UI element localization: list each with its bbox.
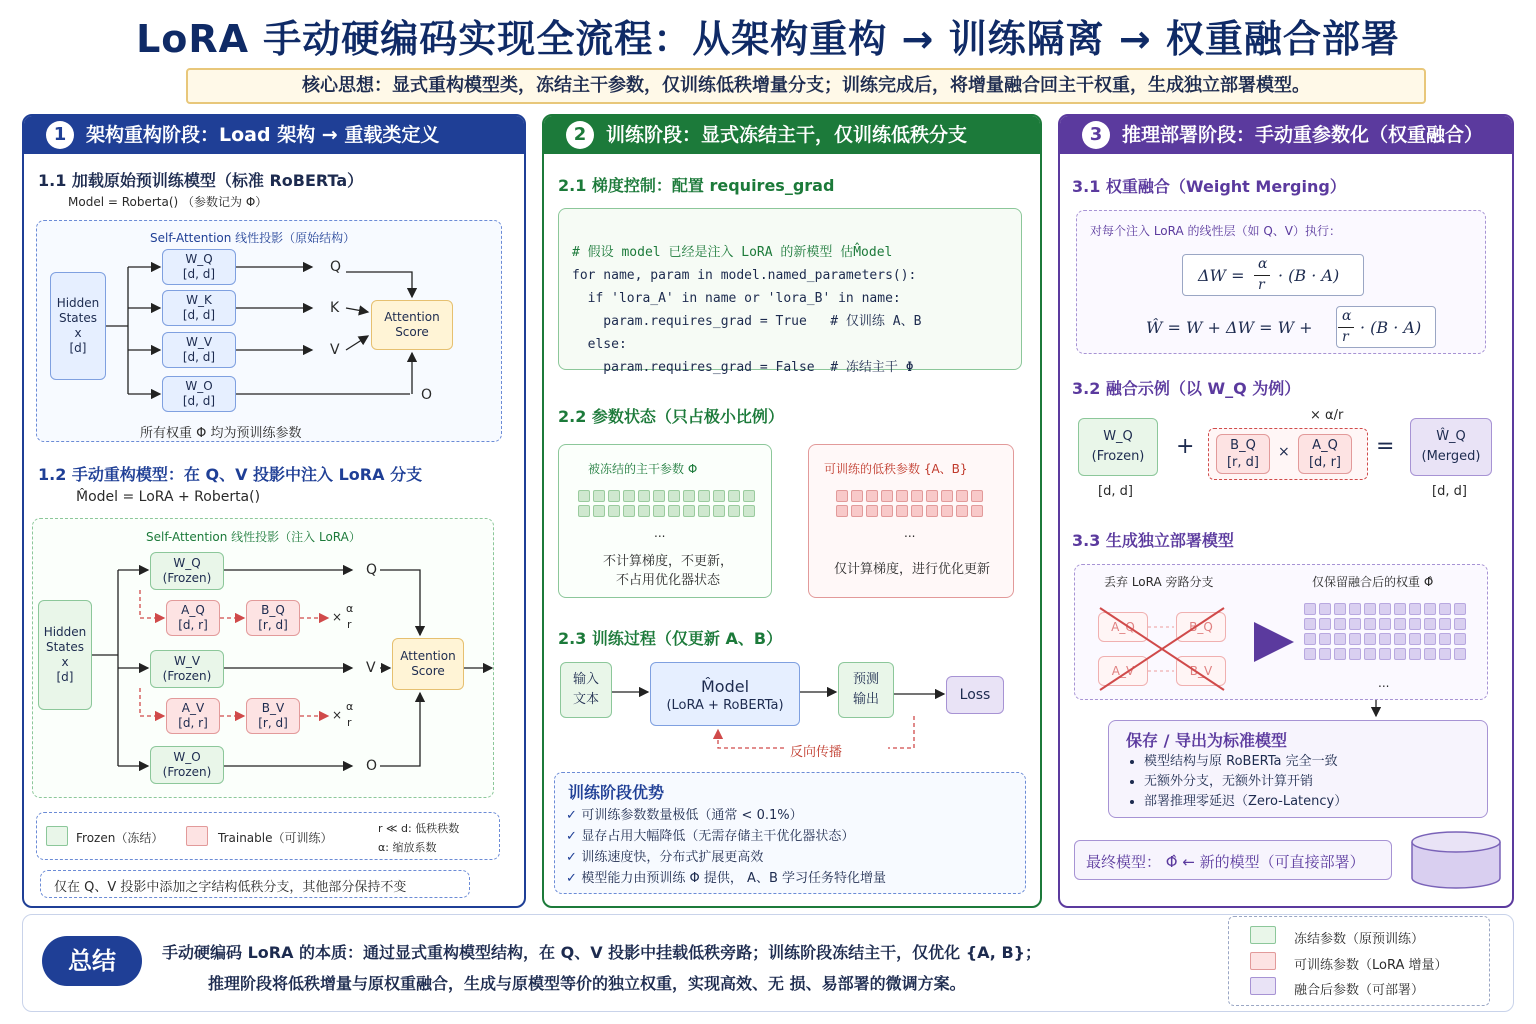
- v-out-label: V: [366, 660, 376, 676]
- loss-box: Loss: [946, 676, 1004, 714]
- wv-dim: [d, d]: [182, 350, 216, 364]
- discarded-av: A_V: [1098, 656, 1148, 686]
- formula-r-2: r: [1342, 329, 1349, 345]
- o-out-label: O: [366, 758, 378, 774]
- legend-trainable: 可训练参数（LoRA 增量）: [1294, 958, 1448, 973]
- scale-alpha-v: α: [346, 700, 354, 713]
- hidden-states-box-2: Hidden States x [d]: [38, 600, 92, 710]
- legend-frozen: 冻结参数（原预训练）: [1294, 932, 1425, 947]
- wo-frozen-label: W_O: [173, 750, 201, 764]
- k-label: K: [330, 300, 340, 316]
- q-label: Q: [330, 259, 342, 275]
- s12-title: 1.2 手动重构模型：在 Q、V 投影中注入 LoRA 分支: [38, 465, 423, 484]
- wq-label: W_Q: [185, 252, 213, 266]
- bv-label: B_V: [261, 701, 285, 715]
- legend-trainable-swatch: [1250, 952, 1276, 970]
- bq-label: B_Q: [261, 603, 285, 617]
- code-line-4: param.requires_grad = True # 仅训练 A、B: [572, 314, 922, 329]
- formula-alpha-1: α: [1258, 256, 1268, 272]
- wo-dim: [d, d]: [182, 394, 216, 408]
- bq-dim: [r, d]: [258, 618, 288, 632]
- formula-alpha-2: α: [1342, 308, 1352, 324]
- save-item: • 部署推理零延迟（Zero-Latency）: [1144, 792, 1347, 812]
- panel2-title: 训练阶段：显式冻结主干，仅训练低秩分支: [606, 124, 968, 146]
- wq-frozen-merge-box: W_Q (Frozen): [1078, 418, 1158, 476]
- p1-legend-r: r ≪ d: 低秩秩数: [378, 822, 460, 835]
- d1-note: 所有权重 Φ 均为预训练参数: [140, 426, 302, 441]
- backprop-label: 反向传播: [790, 745, 843, 760]
- scale-times-q: ×: [332, 610, 343, 624]
- summary-label: 总结: [42, 936, 142, 986]
- frozen-params-desc: 不计算梯度，不更新， 不占用优化器状态: [602, 554, 733, 588]
- d2-label: Self-Attention 线性投影（注入 LoRA）: [146, 530, 361, 544]
- wv-frozen-tag: (Frozen): [162, 669, 212, 683]
- save-title: 保存 / 导出为标准模型: [1126, 731, 1287, 750]
- s11-sub: Model = Roberta() （参数记为 Φ）: [68, 195, 268, 209]
- advantage-item: ✓ 可训练参数数量极低（通常 < 0.1%）: [566, 805, 886, 826]
- legend-merged-swatch: [1250, 977, 1276, 995]
- discarded-bv: B_V: [1176, 656, 1226, 686]
- code-line-3: if 'lora_A' in name or 'lora_B' in name:: [572, 291, 901, 306]
- prediction-box: 预测 输出: [838, 662, 894, 718]
- panel2-number: 2: [566, 121, 594, 149]
- p1-legend-train: Trainable（可训练）: [218, 831, 333, 845]
- summary-line-1: 手动硬编码 LoRA 的本质：通过显式重构模型结构，在 Q、V 投影中挂载低秩旁路；训练阶段冻结主干，仅优化 {A, B}；: [162, 943, 1042, 962]
- s31-title: 3.1 权重融合（Weight Merging）: [1072, 177, 1346, 196]
- model-box-title: M̂odel: [700, 676, 750, 696]
- bv-dim: [r, d]: [258, 716, 288, 730]
- code-line-6: param.requires_grad = False # 冻结主干 Φ: [572, 360, 914, 375]
- scale-times-v: ×: [332, 708, 343, 722]
- v-label: V: [330, 342, 340, 358]
- advantage-item: ✓ 显存占用大幅降低（无需存储主干优化器状态）: [566, 826, 886, 847]
- p1-legend-frozen: Frozen（冻结）: [76, 831, 164, 845]
- formula-delta-right: · (B · A): [1278, 266, 1340, 285]
- s23-title: 2.3 训练过程（仅更新 A、B）: [558, 629, 783, 648]
- frozen-params-title: 被冻结的主干参数 Φ: [588, 462, 698, 476]
- s12-sub: M̂odel = LoRA + Roberta(): [76, 489, 261, 505]
- panel3-number: 3: [1082, 121, 1110, 149]
- formula-r-1: r: [1258, 277, 1265, 293]
- s11-title: 1.1 加载原始预训练模型（标准 RoBERTa）: [38, 171, 364, 190]
- panel1-number: 1: [46, 121, 74, 149]
- equals-sign: =: [1376, 434, 1395, 459]
- wk-label: W_K: [186, 293, 212, 307]
- formula-merge-right: · (B · A): [1360, 318, 1422, 337]
- advantages-title: 训练阶段优势: [568, 783, 665, 802]
- aq-label: A_Q: [181, 603, 205, 617]
- scale-label: × α/r: [1310, 408, 1344, 423]
- bq-merge-box: B_Q [r, d]: [1216, 434, 1270, 474]
- p1-bottom-note: 仅在 Q、V 投影中添加之字结构低秩分支，其他部分保持不变: [54, 880, 407, 895]
- av-label: A_V: [181, 701, 205, 715]
- panel3-title: 推理部署阶段：手动重参数化（权重融合）: [1122, 124, 1484, 146]
- advantage-item: ✓ 训练速度快，分布式扩展更高效: [566, 847, 886, 868]
- wq-frozen-tag: (Frozen): [162, 571, 212, 585]
- hidden-states-box: Hidden States x [d]: [50, 272, 106, 380]
- s33-title: 3.3 生成独立部署模型: [1072, 531, 1234, 550]
- wo-label: W_O: [185, 379, 213, 393]
- times-sign: ×: [1278, 444, 1290, 460]
- p1-legend-alpha: α: 缩放系数: [378, 841, 437, 854]
- summary-line-2: 推理阶段将低秩增量与原权重融合，生成与原模型等价的独立权重，实现高效、无 损、易部署的微调方案。: [208, 974, 966, 993]
- scale-alpha-q: α: [346, 602, 354, 615]
- legend-frozen-swatch: [1250, 926, 1276, 944]
- input-text-box: 输入 文本: [560, 662, 612, 718]
- discard-label: 丢弃 LoRA 旁路分支: [1104, 575, 1214, 589]
- trainable-params-title: 可训练的低秩参数 {A、B}: [824, 462, 968, 476]
- formula-merge-left: Ŵ = W + ΔW = W +: [1146, 318, 1313, 337]
- legend-merged: 融合后参数（可部署）: [1294, 983, 1425, 998]
- o-label: O: [421, 387, 433, 403]
- wq-frozen-dim: [d, d]: [1098, 484, 1133, 499]
- wv-label: W_V: [185, 335, 213, 349]
- attention-score-box-2: Attention Score: [392, 638, 464, 690]
- merged-ellipsis: ...: [1378, 676, 1390, 690]
- wq-frozen-label: W_Q: [173, 556, 201, 570]
- core-idea-banner: 核心思想：显式重构模型类，冻结主干参数，仅训练低秩增量分支；训练完成后，将增量融合回主干权重，生成独立部署模型。: [186, 68, 1426, 104]
- av-dim: [d, r]: [178, 716, 208, 730]
- discarded-bq: B_Q: [1176, 612, 1226, 642]
- aq-merge-box: A_Q [d, r]: [1298, 434, 1352, 474]
- wq-dim: [d, d]: [182, 267, 216, 281]
- save-item: • 模型结构与原 RoBERTa 完全一致: [1144, 752, 1347, 772]
- discarded-aq: A_Q: [1098, 612, 1148, 642]
- q-out-label: Q: [366, 562, 378, 578]
- s22-title: 2.2 参数状态（只占极小比例）: [558, 407, 784, 426]
- frozen-ellipsis: ...: [654, 526, 666, 540]
- plus-sign: +: [1176, 434, 1195, 459]
- formula-delta-left: ΔW =: [1198, 266, 1245, 285]
- s21-title: 2.1 梯度控制：配置 requires_grad: [558, 176, 835, 195]
- keep-label: 仅保留融合后的权重 Φ̂: [1312, 575, 1434, 589]
- wq-merged-dim: [d, d]: [1432, 484, 1467, 499]
- panel1-title: 架构重构阶段：Load 架构 → 重载类定义: [86, 124, 440, 146]
- code-line-2: for name, param in model.named_parameters():: [572, 268, 917, 283]
- aq-dim: [d, r]: [178, 618, 208, 632]
- d1-label: Self-Attention 线性投影（原始结构）: [150, 231, 356, 245]
- merge-formula-note: 对每个注入 LoRA 的线性层（如 Q、V）执行：: [1090, 224, 1341, 238]
- wq-merged-box: Ŵ_Q (Merged): [1410, 418, 1492, 476]
- advantage-item: ✓ 模型能力由预训练 Φ 提供， A、B 学习任务特化增量: [566, 868, 886, 889]
- page-title: LoRA 手动硬编码实现全流程：从架构重构 → 训练隔离 → 权重融合部署: [136, 17, 1400, 61]
- code-line-1: # 假设 model 已经是注入 LoRA 的新模型 估M̂odel: [572, 245, 893, 260]
- save-item: • 无额外分支，无额外计算开销: [1144, 772, 1347, 792]
- scale-r-v: r: [347, 716, 352, 729]
- final-model-label: 最终模型： Φ̂ ← 新的模型（可直接部署）: [1086, 853, 1365, 871]
- attention-score-box: Attention Score: [371, 300, 453, 350]
- code-line-5: else:: [572, 337, 627, 352]
- scale-r-q: r: [347, 618, 352, 631]
- wv-frozen-label: W_V: [173, 654, 201, 668]
- model-box-sub: (LoRA + RoBERTa): [666, 697, 784, 713]
- trainable-ellipsis: ...: [904, 526, 916, 540]
- s32-title: 3.2 融合示例（以 W_Q 为例）: [1072, 379, 1301, 398]
- wk-dim: [d, d]: [182, 308, 216, 322]
- wo-frozen-tag: (Frozen): [162, 765, 212, 779]
- trainable-params-desc: 仅计算梯度，进行优化更新: [833, 562, 990, 577]
